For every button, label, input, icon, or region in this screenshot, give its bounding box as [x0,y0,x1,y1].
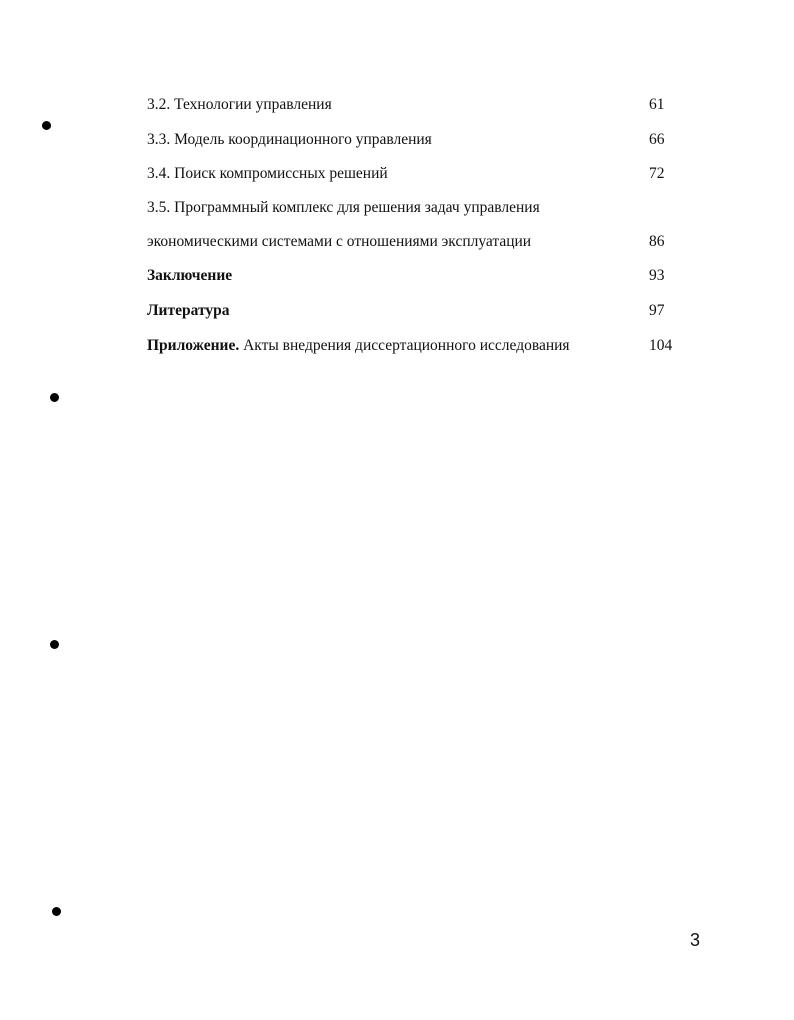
toc-entry-title-bold: Приложение. [147,337,240,354]
punch-hole-mark [50,640,59,649]
toc-entry-3-5-line-2 [147,230,687,254]
toc-entry-page: 86 [649,233,665,250]
toc-entry-title: Литература [147,302,230,319]
toc-entry-title: 3.4. Поиск компромиссных решений [147,165,388,182]
toc-entry-title: 3.5. Программный комплекс для решения задач управления [147,199,540,216]
toc-entry-title [147,334,570,358]
toc-entry-title: экономическими системами с отношениями эксплуатации [147,233,532,250]
toc-entry-page: 104 [649,337,673,354]
toc-entry-3-5-line-1 [147,196,687,220]
toc-entry-literature [147,299,687,323]
toc-entry-3-2 [147,93,687,117]
toc-entry-page: 61 [649,96,665,113]
toc-entry-3-3 [147,128,687,152]
toc-entry-appendix [147,334,687,358]
table-of-contents [0,0,794,400]
toc-entry-page: 66 [649,131,665,148]
toc-entry-page: 93 [649,267,665,284]
punch-hole-mark [52,907,61,916]
toc-entry-title: Заключение [147,267,233,284]
toc-entry-conclusion [147,264,687,288]
punch-hole-mark [50,393,59,402]
punch-hole-mark [42,121,51,130]
toc-entry-title: 3.3. Модель координационного управления [147,131,432,148]
toc-entry-title-rest: Акты внедрения диссертационного исследования [239,337,570,354]
toc-entry-page: 72 [649,165,665,182]
page-number: 3 [690,930,701,950]
toc-entry-title: 3.2. Технологии управления [147,96,332,113]
toc-entry-3-4 [147,162,687,186]
toc-entry-page: 97 [649,302,665,319]
